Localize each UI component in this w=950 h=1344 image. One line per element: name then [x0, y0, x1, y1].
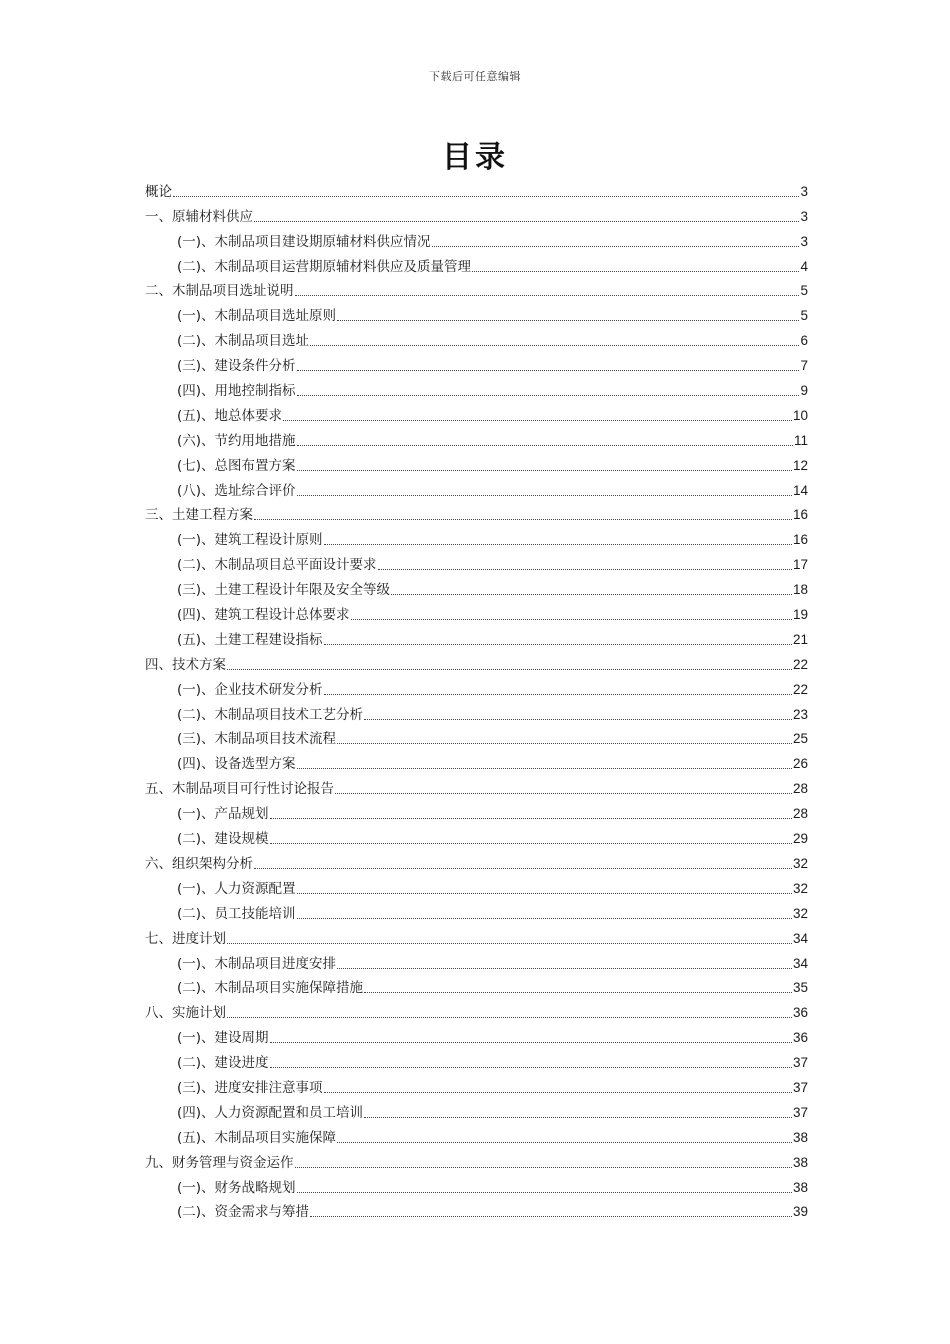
toc-entry[interactable] [145, 948, 808, 973]
toc-entry-label: (二)、木制品项目运营期原辅材料供应及质量管理 [177, 258, 472, 275]
toc-entry[interactable] [145, 450, 808, 475]
toc-entry[interactable] [145, 1197, 808, 1222]
toc-dot-leader [472, 270, 799, 272]
toc-entry-label: (三)、木制品项目技术流程 [177, 731, 337, 748]
toc-entry[interactable] [145, 823, 808, 848]
toc-dot-leader [310, 344, 799, 346]
toc-entry[interactable] [145, 898, 808, 923]
toc-entry-label: 五、木制品项目可行性讨论报告 [145, 781, 334, 798]
toc-entry[interactable] [145, 649, 808, 674]
toc-entry-page-number: 3 [800, 208, 808, 224]
toc-dot-leader [324, 543, 792, 545]
toc-dot-leader [227, 942, 792, 944]
toc-entry-label: 九、财务管理与资金运作 [145, 1154, 294, 1171]
toc-entry[interactable] [145, 923, 808, 948]
toc-entry[interactable] [145, 1022, 808, 1047]
toc-entry[interactable] [145, 425, 808, 450]
toc-entry-page-number: 3 [800, 233, 808, 249]
toc-dot-leader [297, 469, 792, 471]
toc-dot-leader [270, 1041, 792, 1043]
toc-dot-leader [295, 1166, 792, 1168]
toc-entry[interactable] [145, 176, 808, 201]
toc-dot-leader [297, 892, 792, 894]
toc-dot-leader [335, 792, 792, 794]
toc-entry[interactable] [145, 773, 808, 798]
toc-entry-label: (一)、财务战略规划 [177, 1179, 296, 1196]
toc-entry-label: (一)、人力资源配置 [177, 880, 296, 897]
toc-entry-page-number: 38 [792, 1179, 808, 1195]
toc-entry-page-number: 16 [792, 532, 808, 548]
toc-entry[interactable] [145, 350, 808, 375]
toc-entry[interactable] [145, 524, 808, 549]
toc-dot-leader [297, 394, 800, 396]
toc-dot-leader [364, 991, 792, 993]
toc-entry-page-number: 28 [792, 781, 808, 797]
toc-dot-leader [297, 1191, 792, 1193]
toc-dot-leader [297, 767, 792, 769]
toc-entry[interactable] [145, 251, 808, 276]
toc-entry[interactable] [145, 201, 808, 226]
toc-dot-leader [351, 618, 792, 620]
toc-entry[interactable] [145, 873, 808, 898]
toc-entry-label: (二)、资金需求与筹措 [177, 1204, 310, 1221]
toc-entry-label: 七、进度计划 [145, 930, 226, 947]
toc-entry-page-number: 23 [792, 706, 808, 722]
toc-entry-label: (一)、木制品项目进度安排 [177, 955, 337, 972]
toc-entry-page-number: 9 [800, 383, 808, 399]
toc-entry[interactable] [145, 300, 808, 325]
toc-entry-label: 六、组织架构分析 [145, 855, 253, 872]
toc-dot-leader [378, 568, 792, 570]
toc-dot-leader [337, 742, 792, 744]
toc-entry-page-number: 4 [800, 258, 808, 274]
toc-entry-label: (一)、产品规划 [177, 806, 269, 823]
toc-dot-leader [337, 1141, 792, 1143]
toc-entry-page-number: 39 [792, 1204, 808, 1220]
toc-entry-label: (二)、木制品项目技术工艺分析 [177, 706, 364, 723]
toc-entry-label: (二)、建设规模 [177, 831, 269, 848]
toc-dot-leader [254, 518, 792, 520]
toc-entry-page-number: 26 [792, 756, 808, 772]
toc-entry[interactable] [145, 226, 808, 251]
toc-entry-page-number: 6 [800, 333, 808, 349]
toc-dot-leader [227, 668, 792, 670]
toc-entry-label: (四)、用地控制指标 [177, 383, 296, 400]
toc-dot-leader [364, 718, 792, 720]
toc-entry-page-number: 28 [792, 806, 808, 822]
toc-entry[interactable] [145, 624, 808, 649]
toc-entry-page-number: 37 [792, 1104, 808, 1120]
toc-dot-leader [270, 1066, 792, 1068]
toc-entry-page-number: 35 [792, 980, 808, 996]
toc-entry[interactable] [145, 400, 808, 425]
toc-entry-page-number: 38 [792, 1129, 808, 1145]
toc-entry-page-number: 18 [792, 582, 808, 598]
toc-entry-page-number: 16 [792, 507, 808, 523]
toc-entry[interactable] [145, 798, 808, 823]
toc-entry[interactable] [145, 375, 808, 400]
toc-entry-page-number: 12 [792, 457, 808, 473]
toc-entry-label: 八、实施计划 [145, 1005, 226, 1022]
toc-entry[interactable] [145, 276, 808, 301]
toc-entry[interactable] [145, 724, 808, 749]
toc-entry-page-number: 34 [792, 930, 808, 946]
toc-entry-page-number: 22 [792, 656, 808, 672]
toc-entry[interactable] [145, 1072, 808, 1097]
toc-entry-label: (四)、设备选型方案 [177, 756, 296, 773]
toc-entry-page-number: 38 [792, 1154, 808, 1170]
toc-entry-page-number: 17 [792, 557, 808, 573]
toc-dot-leader [310, 1215, 792, 1217]
toc-dot-leader [297, 494, 792, 496]
toc-entry-label: (五)、地总体要求 [177, 407, 283, 424]
toc-dot-leader [227, 1016, 792, 1018]
toc-entry-page-number: 11 [793, 432, 808, 448]
toc-entry-label: (七)、总图布置方案 [177, 457, 296, 474]
toc-entry-page-number: 32 [792, 905, 808, 921]
toc-dot-leader [297, 917, 792, 919]
toc-entry-page-number: 32 [792, 855, 808, 871]
toc-entry-label: (二)、木制品项目选址 [177, 333, 310, 350]
toc-entry[interactable] [145, 997, 808, 1022]
toc-dot-leader [364, 1116, 792, 1118]
toc-entry-label: (六)、节约用地措施 [177, 432, 296, 449]
toc-entry-label: (二)、木制品项目实施保障措施 [177, 980, 364, 997]
toc-entry-page-number: 36 [792, 1030, 808, 1046]
toc-entry-label: (五)、木制品项目实施保障 [177, 1129, 337, 1146]
toc-entry-page-number: 32 [792, 880, 808, 896]
toc-dot-leader [391, 593, 792, 595]
toc-entry[interactable] [145, 475, 808, 500]
toc-dot-leader [337, 967, 792, 969]
toc-entry-label: (四)、人力资源配置和员工培训 [177, 1104, 364, 1121]
toc-entry[interactable] [145, 1122, 808, 1147]
toc-title: 目录 [442, 140, 508, 175]
toc-entry-label: (一)、木制品项目选址原则 [177, 308, 337, 325]
toc-dot-leader [254, 220, 799, 222]
toc-dot-leader [297, 369, 800, 371]
toc-entry-page-number: 5 [800, 308, 808, 324]
toc-entry-label: (一)、建筑工程设计原则 [177, 532, 323, 549]
toc-entry-page-number: 21 [792, 631, 808, 647]
toc-entry-label: (一)、企业技术研发分析 [177, 681, 323, 698]
toc-entry[interactable] [145, 1172, 808, 1197]
toc-entry-label: (三)、土建工程设计年限及安全等级 [177, 582, 391, 599]
toc-entry-label: 二、木制品项目选址说明 [145, 283, 294, 300]
toc-entry-label: (二)、建设进度 [177, 1055, 269, 1072]
toc-dot-leader [295, 294, 800, 296]
toc-entry[interactable] [145, 1097, 808, 1122]
toc-entry[interactable] [145, 549, 808, 574]
toc-dot-leader [324, 693, 792, 695]
toc-dot-leader [324, 643, 792, 645]
toc-dot-leader [432, 245, 800, 247]
toc-dot-leader [254, 867, 792, 869]
toc-entry[interactable] [145, 500, 808, 525]
toc-dot-leader [173, 195, 799, 197]
toc-entry-label: (三)、进度安排注意事项 [177, 1079, 323, 1096]
toc-entry-page-number: 3 [800, 183, 808, 199]
toc-dot-leader [270, 817, 792, 819]
toc-entry-page-number: 14 [792, 482, 808, 498]
toc-entry-page-number: 29 [792, 831, 808, 847]
toc-entry-page-number: 37 [792, 1055, 808, 1071]
toc-entry[interactable] [145, 325, 808, 350]
toc-entry-label: 概论 [145, 183, 172, 200]
header-note: 下载后可任意编辑 [429, 70, 521, 83]
toc-entry-label: (三)、建设条件分析 [177, 358, 296, 375]
toc-entry-label: (八)、选址综合评价 [177, 482, 296, 499]
toc-entry-page-number: 22 [792, 681, 808, 697]
toc-entry-label: (一)、建设周期 [177, 1030, 269, 1047]
toc-entry[interactable] [145, 574, 808, 599]
toc-entry-page-number: 19 [792, 607, 808, 623]
toc-entry[interactable] [145, 674, 808, 699]
toc-entry-label: (一)、木制品项目建设期原辅材料供应情况 [177, 233, 431, 250]
toc-entry-page-number: 7 [800, 358, 808, 374]
toc-entry-page-number: 37 [792, 1079, 808, 1095]
toc-entry[interactable] [145, 599, 808, 624]
toc-dot-leader [270, 842, 792, 844]
toc-dot-leader [283, 419, 792, 421]
toc-dot-leader [297, 444, 793, 446]
toc-entry-label: (四)、建筑工程设计总体要求 [177, 607, 350, 624]
toc-entry-page-number: 25 [792, 731, 808, 747]
toc-entry-label: (二)、木制品项目总平面设计要求 [177, 557, 377, 574]
toc-entry-label: 一、原辅材料供应 [145, 208, 253, 225]
toc-dot-leader [324, 1091, 792, 1093]
table-of-contents [145, 176, 808, 1221]
toc-entry[interactable] [145, 748, 808, 773]
toc-entry-page-number: 10 [792, 407, 808, 423]
toc-entry-page-number: 5 [800, 283, 808, 299]
toc-entry-page-number: 36 [792, 1005, 808, 1021]
toc-entry-label: (五)、土建工程建设指标 [177, 631, 323, 648]
toc-entry[interactable] [145, 1047, 808, 1072]
toc-dot-leader [337, 319, 799, 321]
toc-entry[interactable] [145, 973, 808, 998]
toc-entry[interactable] [145, 699, 808, 724]
toc-entry[interactable] [145, 1147, 808, 1172]
toc-entry-page-number: 34 [792, 955, 808, 971]
toc-entry-label: (二)、员工技能培训 [177, 905, 296, 922]
toc-entry-label: 三、土建工程方案 [145, 507, 253, 524]
toc-entry-label: 四、技术方案 [145, 656, 226, 673]
toc-entry[interactable] [145, 848, 808, 873]
